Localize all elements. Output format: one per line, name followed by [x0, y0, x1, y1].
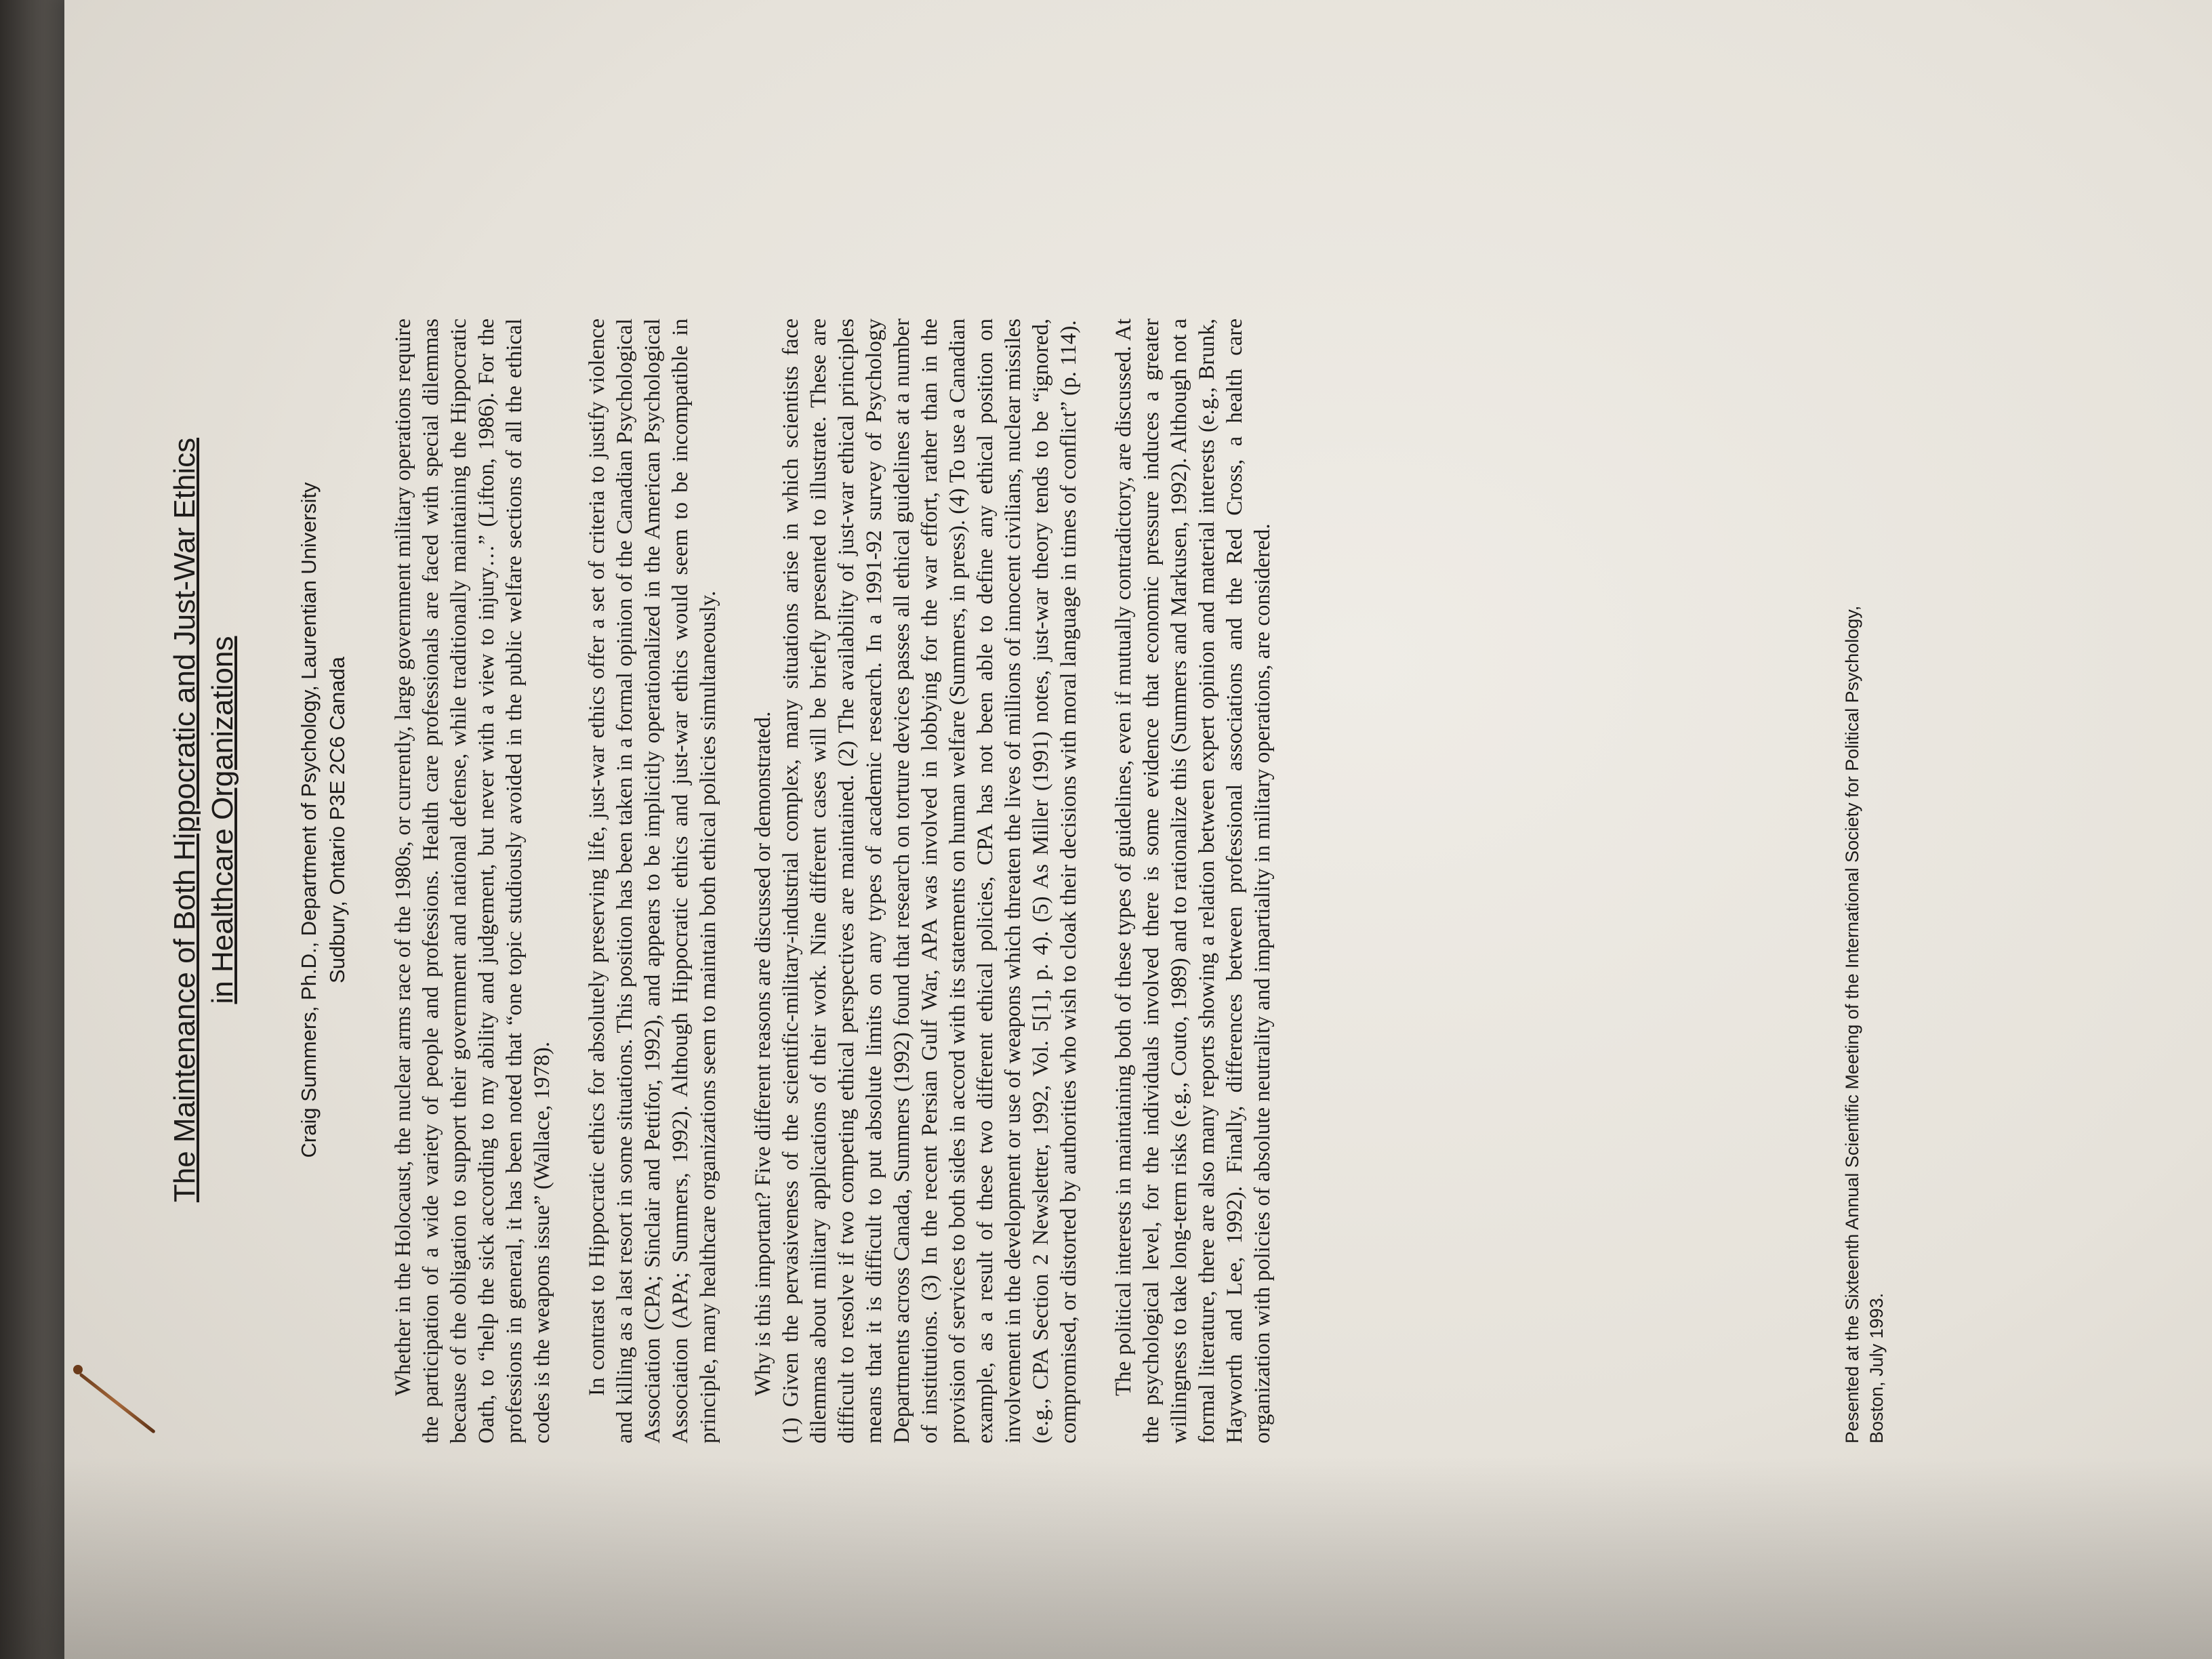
footnote-line-2: Boston, July 1993. — [1866, 1292, 1887, 1443]
footnote-line-1: Pesented at the Sixteenth Annual Scientific Meeting of the International Society for Political Psychology, — [1842, 605, 1862, 1443]
document-page — [166, 61, 2030, 1579]
author-affiliation — [295, 61, 352, 1579]
paragraph-contrast: In contrast to Hippocratic ethics for absolutely preserving life, just-war ethics offer a set of criteria to justify violence and killing as a last resort in some situations. This position has been taken in a formal opinion of the Canadian Psychological Association (CPA; Sinclair and Pettifor, 1992), and appears to be implicitly operationalized in the American Psychological Association (APA; Summers, 1992). Although Hippocratic ethics and just-war ethics would seem to be incompatible in principle, many healthcare organizations seem to maintain both ethical policies simultaneously. — [585, 319, 720, 1443]
paragraph-why-important: Why is this important? Five different reasons are discussed or demonstrated. — [751, 711, 775, 1396]
paragraph-political-interests: The political interests in maintaining both of these types of guidelines, even if mutually contradictory, are discussed. At the psychological level, for the individuals involved there is some evidence that economic pressure induces a greater willingness to take long-term risks (e.g., Couto, 1989) and to rationalize this (Summers and Markusen, 1992). Although not a formal literature, there are also many reports showing a relation between expert opinion and material interests (e.g., Brunk, Hayworth and Lee, 1992). Finally, differences between professional associations and the Red Cross, a health care organization with policies of absolute neutrality and impartiality in military operations, are considered. — [1111, 319, 1275, 1443]
staple-end-icon — [73, 1365, 83, 1374]
title-line-2: in Healthcare Organizations — [206, 636, 239, 1004]
author-line-1: Craig Summers, Ph.D., Department of Psychology, Laurentian University — [297, 482, 321, 1158]
document-body — [390, 319, 1304, 1443]
document-title — [166, 61, 242, 1579]
author-line-2: Sudbury, Ontario P3E 2C6 Canada — [325, 657, 349, 983]
paragraph-reasons: (1) Given the pervasiveness of the scientific-military-industrial complex, many situations arise in which scientists face dilemmas about military applications of their work. Nine different cases will be briefly presented to illustrate. These are difficult to resolve if two competing ethical perspectives are maintained. (2) The availability of just-war ethical principles means that it is difficult to put absolute limits on any types of academic research. In a 1991-92 survey of Psychology Departments across Canada, Summers (1992) found that research on torture devices passes all ethical guidelines at a number of institutions. (3) In the recent Persian Gulf War, APA was involved in lobbying for the war effort, rather than in the provision of services to both sides in accord with its statements on human welfare (Summers, in press). (4) To use a Canadian example, as a result of these two different ethical policies, CPA has not been able to define any ethical position on involvement in the development or use of weapons which threaten the lives of millions of innocent civilians, nuclear missiles (e.g., CPA Section 2 Newsletter, 1992, Vol. 5[1], p. 4). (5) As Miller (1991) notes, just-war theory tends to be “ignored, compromised, or distorted by authorities who wish to cloak their decisions with moral language in times of conflict” (p. 114). — [779, 319, 1081, 1443]
title-line-1: The Maintenance of Both Hippocratic and Just-War Ethics — [168, 437, 201, 1203]
presentation-footnote — [1840, 291, 1889, 1443]
paragraph-intro: Whether in the Holocaust, the nuclear arms race of the 1980s, or currently, large government military operations require the participation of a wide variety of people and professions. Health care professionals are faced with special dilemmas because of the obligation to support their government and national defense, while traditionally maintaining the Hippocratic Oath, to “help the sick according to my ability and judgement, but never with a view to injury…” (Lifton, 1986). For the professions in general, it has been noted that “one topic studiously avoided in the public welfare sections of all the ethical codes is the weapons issue” (Wallace, 1978). — [391, 319, 554, 1443]
